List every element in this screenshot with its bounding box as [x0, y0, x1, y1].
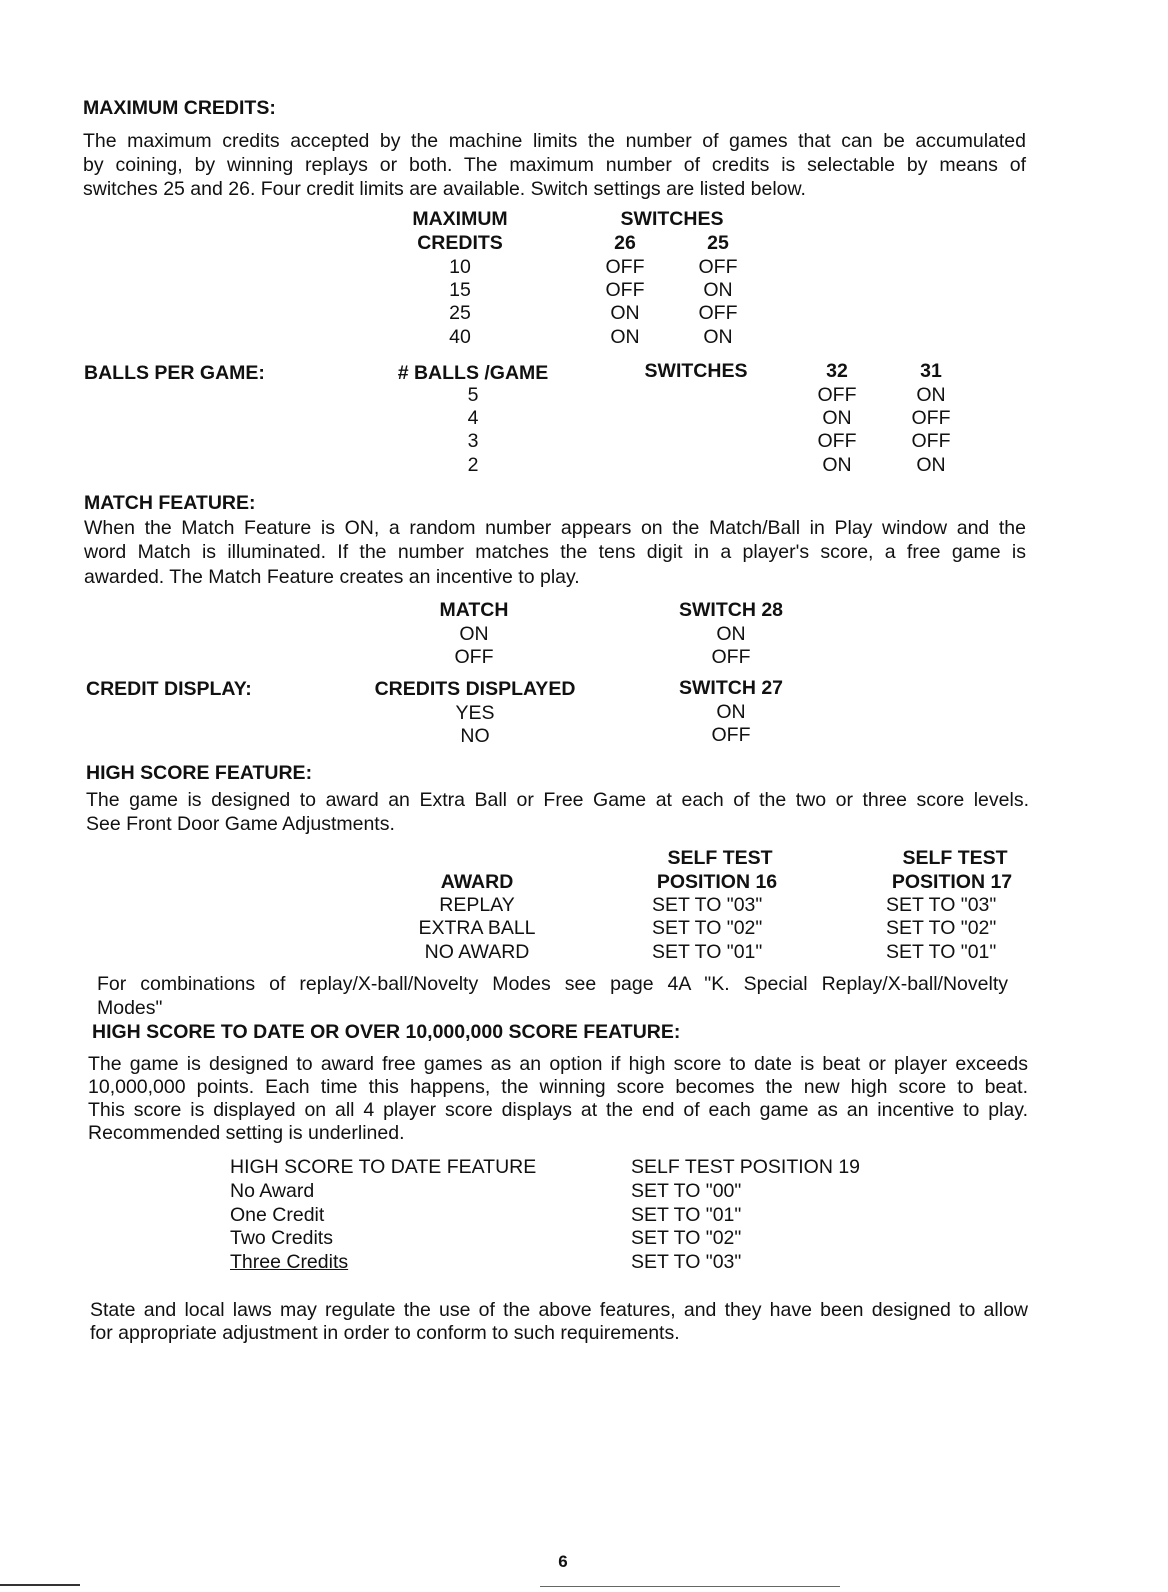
table-cell-recommended: Three Credits [230, 1251, 349, 1273]
paragraph-line: See Front Door Game Adjustments. [86, 813, 395, 835]
table-cell: ON [822, 407, 852, 429]
section-heading-match-feature: MATCH FEATURE: [84, 492, 256, 514]
paragraph-line: for appropriate adjustment in order to conform to such requirements. [90, 1322, 680, 1344]
table-header: SWITCH 27 [678, 677, 784, 699]
table-cell: OFF [605, 279, 645, 301]
table-header: CREDITS DISPLAYED [374, 678, 576, 700]
paragraph-line: word Match is illuminated. If the number matches the tens digit in a player's score, a free game is [84, 541, 1026, 563]
table-header: SELF TEST POSITION 19 [631, 1156, 861, 1178]
table-cell: ON [916, 384, 946, 406]
paragraph-line: When the Match Feature is ON, a random number appears on the Match/Ball in Play window and the [84, 517, 1026, 539]
table-cell: SET TO "00" [631, 1180, 742, 1202]
paragraph-line: switches 25 and 26. Four credit limits are available. Switch settings are listed below. [83, 178, 806, 200]
table-cell: ON [459, 623, 489, 645]
table-cell: OFF [817, 430, 857, 452]
paragraph-line: State and local laws may regulate the use of the above features, and they have been designed to allow [90, 1299, 1028, 1321]
table-header: MATCH [439, 599, 509, 621]
section-heading-credit-display: CREDIT DISPLAY: [86, 678, 252, 700]
table-cell: ON [716, 623, 746, 645]
table-cell: No Award [230, 1180, 315, 1202]
table-header: SWITCH 28 [678, 599, 784, 621]
table-header: SWITCHES [620, 208, 724, 230]
section-heading-high-score-feature: HIGH SCORE FEATURE: [86, 762, 313, 784]
table-cell: 40 [449, 326, 471, 348]
table-header: SELF TEST [902, 847, 1008, 869]
table-cell: One Credit [230, 1204, 325, 1226]
table-cell: OFF [698, 256, 738, 278]
table-cell: NO AWARD [424, 941, 530, 963]
paragraph-line: The maximum credits accepted by the machine limits the number of games that can be accumulated [83, 130, 1026, 152]
table-cell: 5 [467, 384, 479, 406]
paragraph-line: by coining, by winning replays or both. The maximum number of credits is selectable by means of [83, 154, 1026, 176]
table-header: SWITCHES [644, 360, 748, 382]
table-cell: 10 [449, 256, 471, 278]
table-cell: OFF [605, 256, 645, 278]
table-header: # BALLS /GAME [397, 362, 549, 384]
table-cell: SET TO "01" [652, 941, 763, 963]
table-header: 32 [826, 360, 848, 382]
table-cell: Two Credits [230, 1227, 333, 1249]
table-cell: SET TO "03" [631, 1251, 742, 1273]
table-cell: ON [703, 326, 733, 348]
table-cell: EXTRA BALL [418, 917, 536, 939]
table-header: CREDITS [417, 232, 503, 254]
table-header: POSITION 16 [656, 871, 778, 893]
paragraph-line: The game is designed to award free games as an option if high score to date is beat or player exceeds [88, 1053, 1028, 1075]
table-cell: SET TO "01" [886, 941, 997, 963]
table-cell: SET TO "01" [631, 1204, 742, 1226]
table-cell: ON [610, 326, 640, 348]
table-cell: 25 [449, 302, 471, 324]
table-cell: 15 [449, 279, 471, 301]
paragraph-line: Recommended setting is underlined. [88, 1122, 405, 1144]
scan-edge [540, 1586, 840, 1587]
table-cell: OFF [698, 302, 738, 324]
table-cell: YES [455, 702, 495, 724]
table-header: SELF TEST [667, 847, 773, 869]
table-cell: SET TO "03" [652, 894, 763, 916]
table-cell: 4 [467, 407, 479, 429]
table-header: AWARD [440, 871, 514, 893]
table-cell: OFF [911, 430, 951, 452]
table-cell: SET TO "02" [631, 1227, 742, 1249]
table-header: MAXIMUM [412, 208, 508, 230]
table-cell: ON [703, 279, 733, 301]
paragraph-line: The game is designed to award an Extra Ball or Free Game at each of the two or three score levels. [86, 789, 1029, 811]
section-heading-max-credits: MAXIMUM CREDITS: [83, 97, 276, 119]
table-header: 25 [707, 232, 729, 254]
table-cell: ON [716, 701, 746, 723]
paragraph-line: This score is displayed on all 4 player score displays at the end of each game as an incentive to play. [88, 1099, 1028, 1121]
table-cell: ON [916, 454, 946, 476]
paragraph-line: 10,000,000 points. Each time this happens, the winning score becomes the new high score to beat. [88, 1076, 1028, 1098]
table-cell: SET TO "02" [886, 917, 997, 939]
table-header: POSITION 17 [891, 871, 1013, 893]
scan-edge [0, 1584, 80, 1586]
paragraph-line: awarded. The Match Feature creates an incentive to play. [84, 566, 580, 588]
table-cell: NO [460, 725, 490, 747]
table-cell: ON [822, 454, 852, 476]
table-cell: ON [610, 302, 640, 324]
note-line: Modes" [97, 997, 163, 1019]
table-cell: OFF [711, 646, 751, 668]
table-cell: OFF [911, 407, 951, 429]
table-cell: SET TO "03" [886, 894, 997, 916]
page-number: 6 [558, 1552, 568, 1571]
table-cell: OFF [817, 384, 857, 406]
table-cell: OFF [711, 724, 751, 746]
section-heading-balls-per-game: BALLS PER GAME: [84, 362, 265, 384]
table-cell: 2 [467, 454, 479, 476]
table-cell: SET TO "02" [652, 917, 763, 939]
table-header: HIGH SCORE TO DATE FEATURE [230, 1156, 537, 1178]
table-cell: REPLAY [439, 894, 515, 916]
note-line: For combinations of replay/X-ball/Novelty Modes see page 4A "K. Special Replay/X-ball/Novelty [97, 973, 1008, 995]
table-cell: 3 [467, 430, 479, 452]
section-heading-high-score-to-date: HIGH SCORE TO DATE OR OVER 10,000,000 SCORE FEATURE: [92, 1021, 681, 1043]
table-header: 26 [614, 232, 636, 254]
table-cell: OFF [454, 646, 494, 668]
table-header: 31 [920, 360, 942, 382]
